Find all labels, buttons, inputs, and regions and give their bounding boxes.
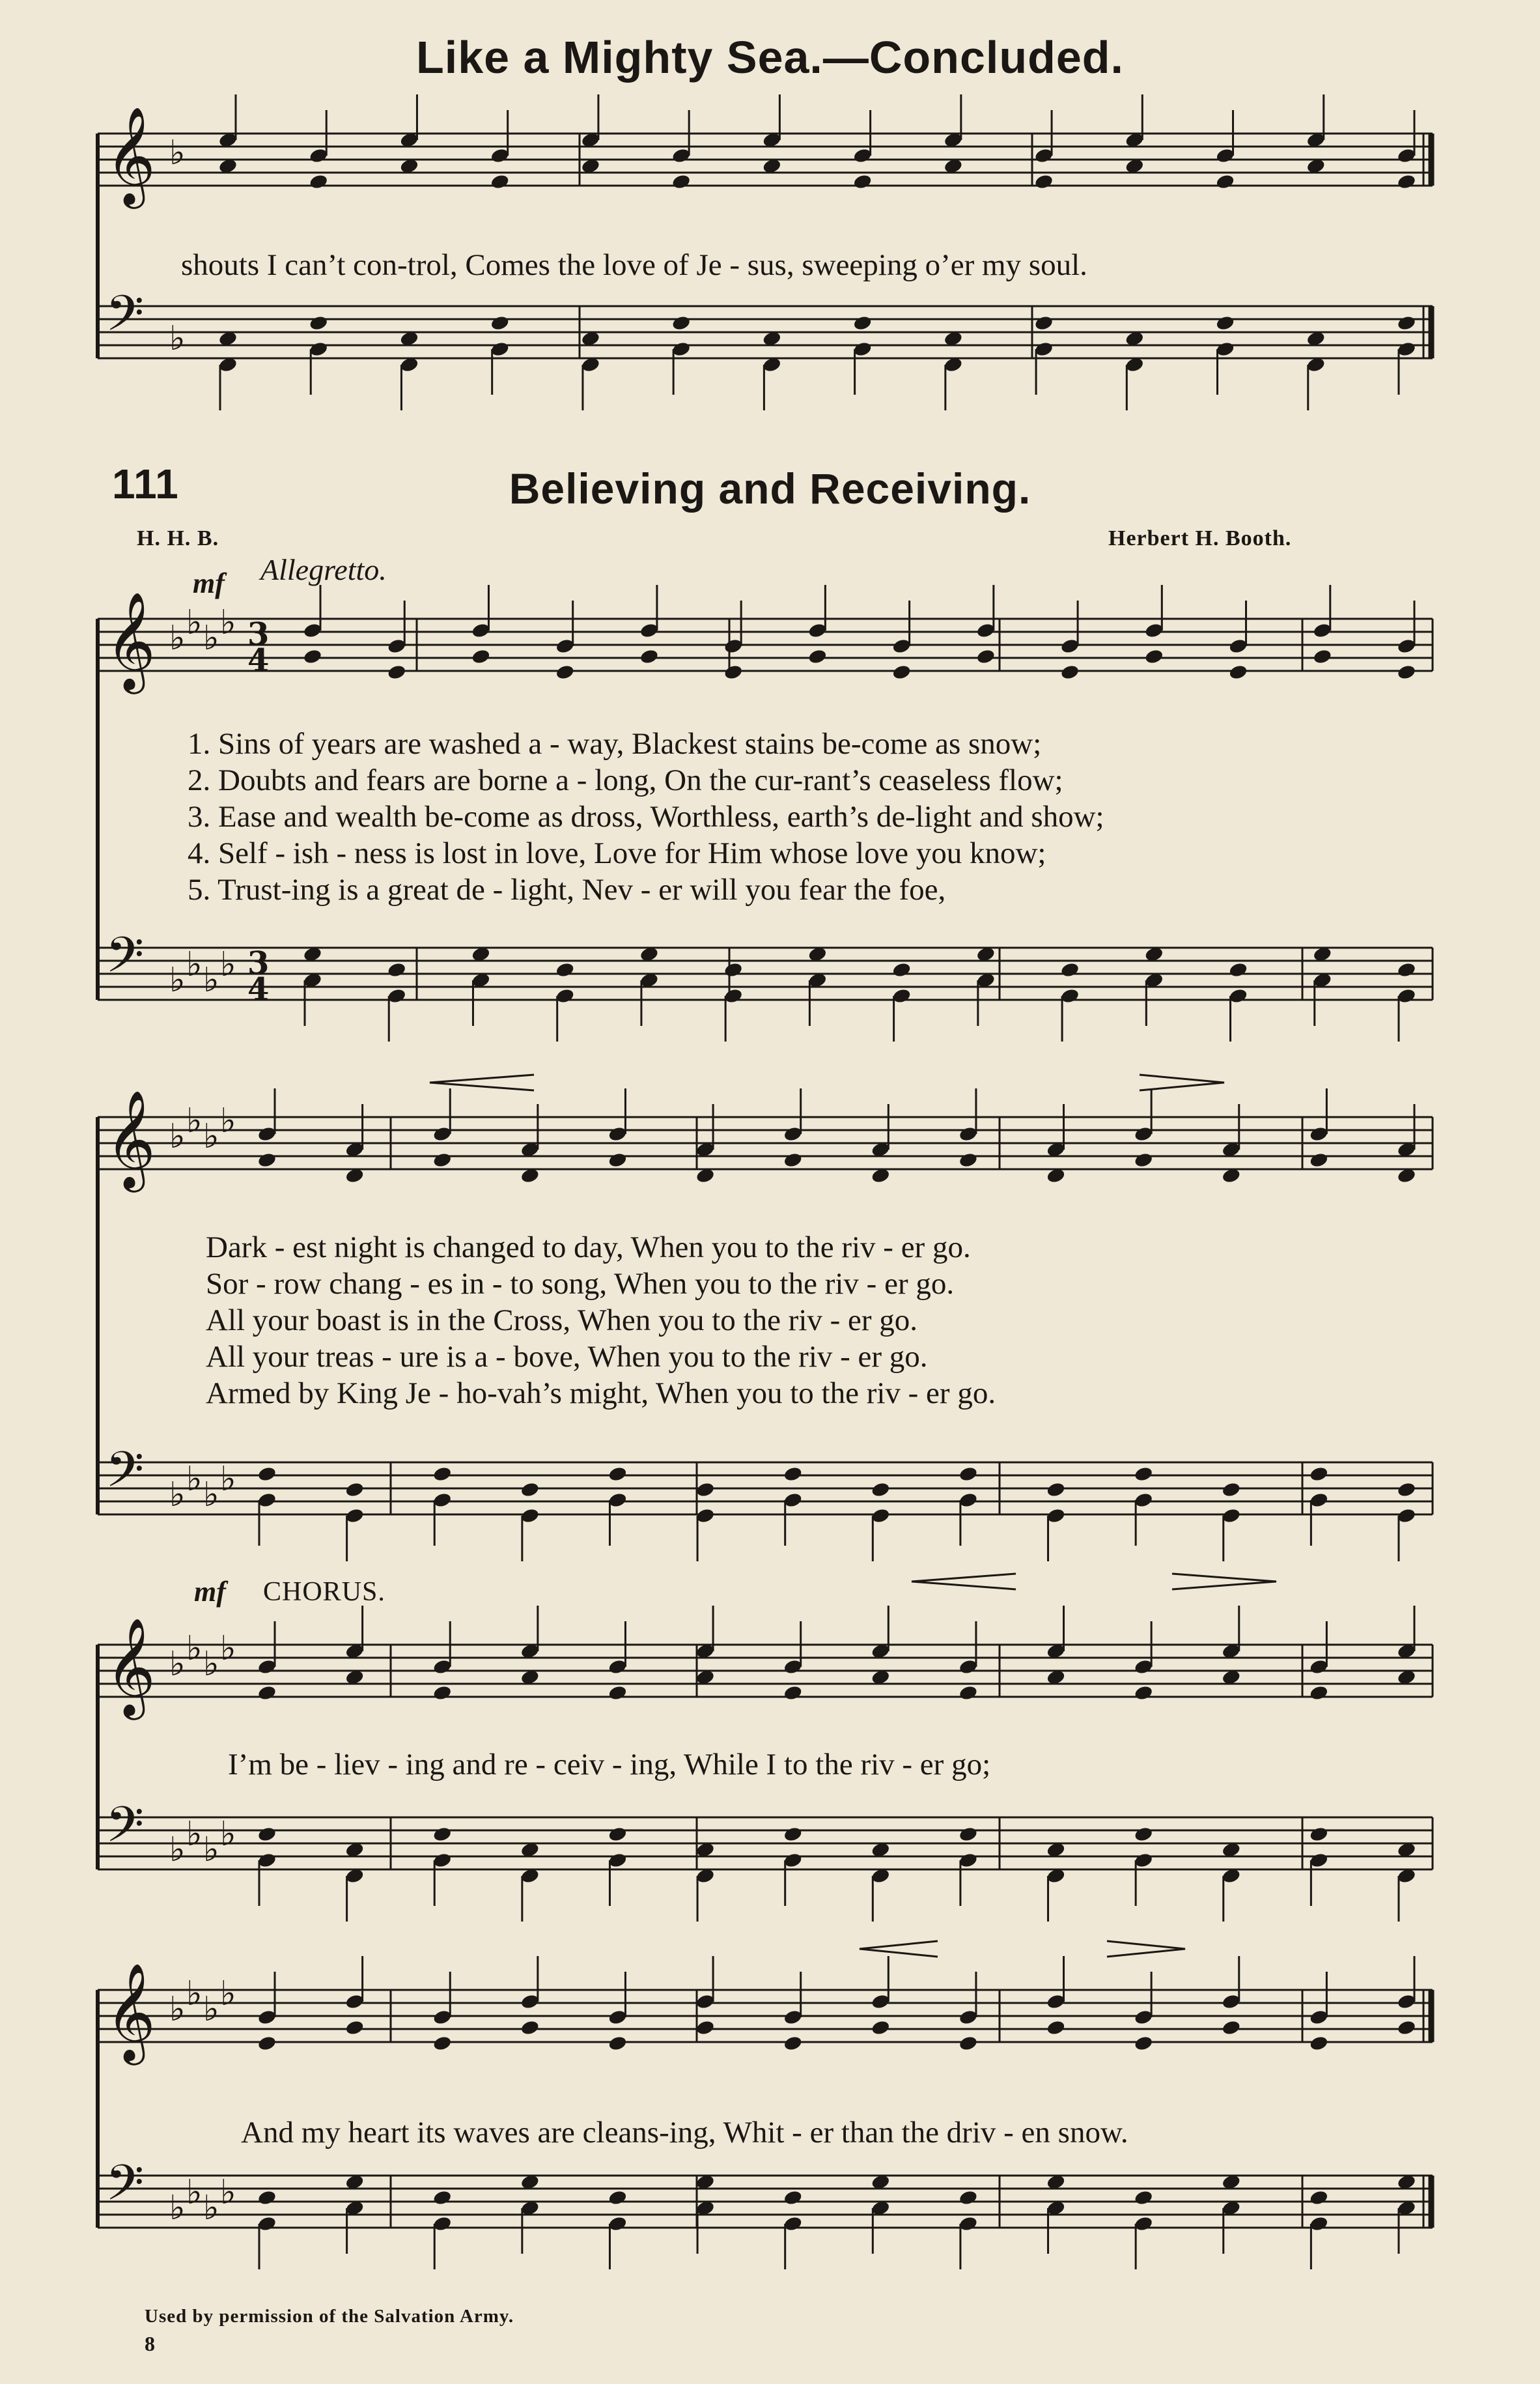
bass-clef-icon: 𝄢: [105, 1796, 145, 1866]
note-head: [490, 173, 510, 190]
flat-icon: ♭: [169, 1475, 186, 1514]
music-credit: Herbert H. Booth.: [1108, 526, 1292, 550]
note-head: [695, 2019, 716, 2036]
chorus-dynamic: mf: [194, 1576, 226, 1608]
flat-icon: ♭: [220, 1974, 236, 2013]
bass-clef-icon: 𝄢: [105, 1441, 145, 1511]
flat-icon: ♭: [169, 1830, 186, 1869]
note-head: [959, 1152, 979, 1169]
hymn-title: Believing and Receiving.: [509, 464, 1031, 513]
verse-4-line-2: All your treas - ure is a - bove, When you to the riv - er go.: [206, 1340, 928, 1374]
note-head: [807, 648, 828, 665]
treble-clef-icon: 𝄞: [105, 1089, 156, 1188]
note-head: [1034, 173, 1054, 190]
note-head: [1060, 961, 1080, 978]
chorus-line-1: I’m be - liev - ing and re - ceiv - ing, While I to the riv - er go;: [228, 1748, 991, 1781]
chorus-line-2: And my heart its waves are cleans-ing, Whit - er than the driv - en snow.: [241, 2116, 1128, 2150]
note-head: [723, 664, 744, 681]
note-head: [555, 664, 575, 681]
note-head: [1312, 648, 1332, 665]
note-head: [1134, 2035, 1154, 2052]
note-head: [303, 648, 323, 665]
note-head: [783, 1826, 803, 1843]
note-head: [257, 1152, 277, 1169]
note-head: [257, 1466, 277, 1483]
permission-credit: Used by permission of the Salvation Army.: [145, 2306, 514, 2327]
flat-icon: ♭: [203, 1117, 219, 1156]
note-head: [891, 961, 912, 978]
verse-4-line-1: 4. Self - ish - ness is lost in love, Love for Him whose love you know;: [188, 836, 1046, 870]
page-title: Like a Mighty Sea.—Concluded.: [416, 32, 1124, 83]
flat-icon: ♭: [203, 1645, 219, 1684]
flat-icon: ♭: [220, 945, 236, 984]
flat-icon: ♭: [169, 2189, 186, 2228]
bass-clef-icon: 𝄢: [105, 926, 145, 996]
note-head: [671, 173, 692, 190]
verses-line-2: [206, 1230, 996, 1412]
decrescendo-hairpin: [1140, 1075, 1224, 1090]
note-head: [1397, 173, 1417, 190]
note-head: [1134, 1684, 1154, 1701]
flat-icon: ♭: [169, 319, 186, 358]
hymn-number: 111: [112, 461, 179, 507]
note-head: [1397, 664, 1417, 681]
dynamic-marking: mf: [193, 567, 225, 599]
note-head: [257, 2189, 277, 2206]
note-head: [1221, 2019, 1241, 2036]
flat-icon: ♭: [203, 1475, 219, 1514]
note-head: [891, 664, 912, 681]
note-head: [852, 315, 873, 332]
note-head: [1215, 173, 1235, 190]
note-head: [1309, 2035, 1329, 2052]
note-head: [1144, 648, 1164, 665]
note-head: [1046, 1481, 1066, 1498]
note-head: [608, 2035, 628, 2052]
note-head: [852, 173, 873, 190]
note-head: [1309, 1684, 1329, 1701]
note-head: [608, 1152, 628, 1169]
verse-3-line-2: All your boast is in the Cross, When you to the riv - er go.: [206, 1303, 918, 1337]
flat-icon: ♭: [186, 1460, 203, 1499]
note-head: [959, 1684, 979, 1701]
decrescendo-hairpin: [1172, 1574, 1276, 1589]
note-head: [1397, 1481, 1417, 1498]
verse-5-line-1: 5. Trust-ing is a great de - light, Nev - er will you fear the foe,: [188, 873, 946, 907]
flat-icon: ♭: [203, 619, 219, 658]
note-head: [608, 1466, 628, 1483]
flat-icon: ♭: [203, 961, 219, 1000]
note-head: [783, 2035, 803, 2052]
words-credit: H. H. B.: [137, 526, 219, 550]
note-head: [1309, 1152, 1329, 1169]
note-head: [608, 1684, 628, 1701]
note-head: [976, 648, 996, 665]
note-head: [432, 1466, 453, 1483]
flat-icon: ♭: [169, 619, 186, 658]
time-signature-numerator: 3: [247, 945, 270, 982]
note-head: [1228, 961, 1248, 978]
note-head: [1397, 961, 1417, 978]
flat-icon: ♭: [203, 2189, 219, 2228]
note-head: [959, 2189, 979, 2206]
treble-clef-icon: 𝄞: [105, 1617, 156, 1716]
bass-clef-icon: 𝄢: [105, 285, 145, 354]
note-head: [387, 664, 407, 681]
note-head: [1309, 2189, 1329, 2206]
flat-icon: ♭: [186, 1974, 203, 2013]
flat-icon: ♭: [169, 1990, 186, 2029]
crescendo-hairpin: [430, 1075, 534, 1090]
note-head: [309, 315, 329, 332]
flat-icon: ♭: [169, 1645, 186, 1684]
page-number: 8: [145, 2332, 155, 2355]
flat-icon: ♭: [220, 1460, 236, 1499]
verse-1-line-2: Dark - est night is changed to day, When you to the riv - er go.: [206, 1230, 971, 1264]
note-head: [432, 1152, 453, 1169]
top-lyric-line: shouts I can’t con-trol, Comes the love of Je - sus, sweeping o’er my soul.: [181, 248, 1087, 282]
note-head: [490, 315, 510, 332]
note-head: [1397, 2019, 1417, 2036]
note-head: [671, 315, 692, 332]
verse-3-line-1: 3. Ease and wealth be-come as dross, Worthless, earth’s de-light and show;: [188, 800, 1104, 834]
verse-2-line-1: 2. Doubts and fears are borne a - long, On the cur-rant’s ceaseless flow;: [188, 763, 1063, 797]
note-head: [783, 1684, 803, 1701]
time-signature-denominator: 4: [247, 971, 270, 1008]
note-head: [257, 1684, 277, 1701]
flat-icon: ♭: [220, 1815, 236, 1854]
note-head: [1215, 315, 1235, 332]
note-head: [1134, 1826, 1154, 1843]
flat-icon: ♭: [169, 961, 186, 1000]
note-head: [555, 961, 575, 978]
flat-icon: ♭: [203, 1830, 219, 1869]
note-head: [1060, 664, 1080, 681]
time-signature-numerator: 3: [247, 616, 270, 653]
note-head: [309, 173, 329, 190]
note-head: [432, 2189, 453, 2206]
tempo-marking: Allegretto.: [260, 553, 387, 586]
note-head: [959, 1826, 979, 1843]
verse-2-line-2: Sor - row chang - es in - to song, When you to the riv - er go.: [206, 1267, 955, 1301]
note-head: [1397, 315, 1417, 332]
flat-icon: ♭: [169, 1117, 186, 1156]
note-head: [387, 961, 407, 978]
bass-clef-icon: 𝄢: [105, 2154, 145, 2224]
note-head: [432, 1684, 453, 1701]
note-head: [723, 961, 744, 978]
note-head: [1221, 1481, 1241, 1498]
chorus-label: CHORUS.: [263, 1577, 385, 1607]
time-signature-denominator: 4: [247, 642, 270, 679]
flat-icon: ♭: [186, 1101, 203, 1141]
note-head: [471, 648, 491, 665]
note-head: [959, 2035, 979, 2052]
note-head: [1134, 2189, 1154, 2206]
note-head: [1134, 1152, 1154, 1169]
note-head: [783, 2189, 803, 2206]
note-head: [432, 2035, 453, 2052]
flat-icon: ♭: [186, 603, 203, 642]
note-head: [1309, 1826, 1329, 1843]
note-head: [639, 648, 660, 665]
note-head: [783, 1466, 803, 1483]
flat-icon: ♭: [169, 134, 186, 173]
flat-icon: ♭: [186, 945, 203, 984]
note-head: [1134, 1466, 1154, 1483]
note-head: [608, 1826, 628, 1843]
crescendo-hairpin: [912, 1574, 1016, 1589]
note-head: [344, 1481, 365, 1498]
treble-clef-icon: 𝄞: [105, 1962, 156, 2061]
crescendo-hairpin: [860, 1941, 938, 1957]
note-head: [871, 1481, 891, 1498]
note-head: [520, 1481, 540, 1498]
verses-line-1: [188, 726, 1104, 909]
note-head: [1034, 315, 1054, 332]
note-head: [608, 2189, 628, 2206]
flat-icon: ♭: [186, 2173, 203, 2212]
note-head: [344, 2019, 365, 2036]
note-head: [871, 2019, 891, 2036]
note-head: [1228, 664, 1248, 681]
flat-icon: ♭: [220, 1101, 236, 1141]
decrescendo-hairpin: [1107, 1941, 1185, 1957]
flat-icon: ♭: [186, 1815, 203, 1854]
note-head: [257, 1826, 277, 1843]
note-head: [959, 1466, 979, 1483]
note-head: [783, 1152, 803, 1169]
note-head: [1046, 2019, 1066, 2036]
note-head: [432, 1826, 453, 1843]
note-head: [695, 1481, 716, 1498]
flat-icon: ♭: [203, 1990, 219, 2029]
flat-icon: ♭: [220, 1629, 236, 1668]
flat-icon: ♭: [220, 2173, 236, 2212]
verse-1-line-1: 1. Sins of years are washed a - way, Blackest stains be-come as snow;: [188, 727, 1042, 761]
flat-icon: ♭: [220, 603, 236, 642]
treble-clef-icon: 𝄞: [105, 591, 156, 690]
note-head: [520, 2019, 540, 2036]
flat-icon: ♭: [186, 1629, 203, 1668]
note-head: [1309, 1466, 1329, 1483]
treble-clef-icon: 𝄞: [105, 106, 156, 205]
verse-5-line-2: Armed by King Je - ho-vah’s might, When you to the riv - er go.: [206, 1376, 996, 1410]
note-head: [257, 2035, 277, 2052]
